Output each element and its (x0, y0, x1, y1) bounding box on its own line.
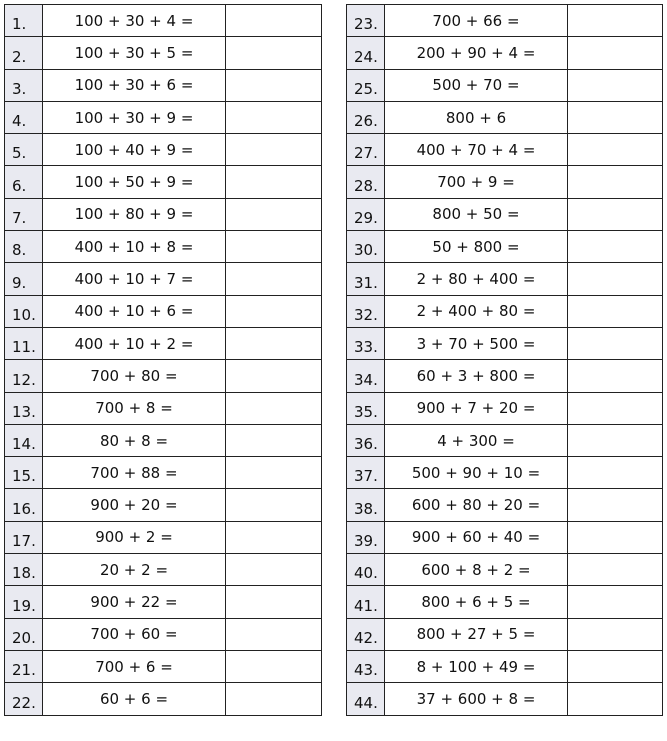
answer-cell[interactable] (568, 263, 663, 295)
problem-number: 18. (5, 554, 43, 586)
problem-row (347, 554, 663, 586)
problem-number: 32. (347, 295, 385, 327)
problem-row (347, 424, 663, 456)
problem-expression: 2 + 80 + 400 = (385, 263, 568, 295)
problem-row (347, 521, 663, 553)
problem-expression: 600 + 8 + 2 = (385, 554, 568, 586)
problem-number: 23. (347, 5, 385, 37)
answer-cell[interactable] (568, 327, 663, 359)
problem-number: 29. (347, 198, 385, 230)
answer-cell[interactable] (568, 424, 663, 456)
problem-number: 17. (5, 521, 43, 553)
answer-cell[interactable] (568, 489, 663, 521)
answer-cell[interactable] (568, 554, 663, 586)
problem-expression: 500 + 70 = (385, 69, 568, 101)
problem-number: 19. (5, 586, 43, 618)
problem-row (347, 295, 663, 327)
problem-expression: 800 + 6 + 5 = (385, 586, 568, 618)
problem-expression: 20 + 2 = (43, 554, 226, 586)
problem-row (347, 5, 663, 37)
problem-expression: 900 + 22 = (43, 586, 226, 618)
problem-number: 35. (347, 392, 385, 424)
answer-cell[interactable] (226, 37, 322, 69)
problem-expression: 60 + 3 + 800 = (385, 360, 568, 392)
problem-expression: 80 + 8 = (43, 424, 226, 456)
problem-row (347, 360, 663, 392)
answer-cell[interactable] (226, 295, 322, 327)
problem-expression: 800 + 27 + 5 = (385, 618, 568, 650)
worksheet-table-right (346, 4, 663, 716)
answer-cell[interactable] (568, 295, 663, 327)
problem-expression: 200 + 90 + 4 = (385, 37, 568, 69)
problem-number: 33. (347, 327, 385, 359)
answer-cell[interactable] (568, 166, 663, 198)
problem-row (5, 327, 322, 359)
problem-number: 20. (5, 618, 43, 650)
problem-row (347, 69, 663, 101)
problem-row (347, 683, 663, 715)
answer-cell[interactable] (226, 231, 322, 263)
answer-cell[interactable] (226, 360, 322, 392)
answer-cell[interactable] (568, 5, 663, 37)
answer-cell[interactable] (226, 69, 322, 101)
problem-number: 31. (347, 263, 385, 295)
problem-expression: 900 + 7 + 20 = (385, 392, 568, 424)
problem-number: 22. (5, 683, 43, 715)
problem-expression: 800 + 50 = (385, 198, 568, 230)
problem-expression: 60 + 6 = (43, 683, 226, 715)
answer-cell[interactable] (226, 198, 322, 230)
problem-number: 34. (347, 360, 385, 392)
problem-row (5, 5, 322, 37)
problem-expression: 700 + 6 = (43, 650, 226, 682)
problem-expression: 37 + 600 + 8 = (385, 683, 568, 715)
problem-row (5, 166, 322, 198)
problem-number: 36. (347, 424, 385, 456)
answer-cell[interactable] (568, 231, 663, 263)
problem-row (347, 134, 663, 166)
problem-number: 14. (5, 424, 43, 456)
answer-cell[interactable] (226, 521, 322, 553)
problem-number: 26. (347, 101, 385, 133)
answer-cell[interactable] (568, 198, 663, 230)
problem-expression: 700 + 60 = (43, 618, 226, 650)
answer-cell[interactable] (226, 263, 322, 295)
problem-expression: 50 + 800 = (385, 231, 568, 263)
problem-expression: 700 + 9 = (385, 166, 568, 198)
problem-number: 5. (5, 134, 43, 166)
problem-expression: 700 + 88 = (43, 457, 226, 489)
problem-number: 10. (5, 295, 43, 327)
problem-number: 9. (5, 263, 43, 295)
problem-expression: 900 + 2 = (43, 521, 226, 553)
problem-row (5, 554, 322, 586)
problem-expression: 700 + 8 = (43, 392, 226, 424)
problem-row (347, 101, 663, 133)
problem-expression: 4 + 300 = (385, 424, 568, 456)
problem-row (5, 69, 322, 101)
problem-row (347, 166, 663, 198)
problem-expression: 100 + 30 + 9 = (43, 101, 226, 133)
answer-cell[interactable] (568, 457, 663, 489)
problem-number: 44. (347, 683, 385, 715)
problem-row (5, 489, 322, 521)
problem-expression: 3 + 70 + 500 = (385, 327, 568, 359)
worksheet-rows-right (347, 5, 663, 716)
problem-expression: 900 + 60 + 40 = (385, 521, 568, 553)
problem-row (347, 650, 663, 682)
problem-number: 38. (347, 489, 385, 521)
problem-number: 39. (347, 521, 385, 553)
problem-number: 43. (347, 650, 385, 682)
answer-cell[interactable] (568, 392, 663, 424)
problem-expression: 700 + 80 = (43, 360, 226, 392)
problem-expression: 100 + 50 + 9 = (43, 166, 226, 198)
problem-number: 3. (5, 69, 43, 101)
answer-cell[interactable] (226, 166, 322, 198)
problem-expression: 2 + 400 + 80 = (385, 295, 568, 327)
problem-number: 13. (5, 392, 43, 424)
answer-cell[interactable] (226, 650, 322, 682)
worksheet-table-left (4, 4, 322, 716)
answer-cell[interactable] (226, 683, 322, 715)
problem-row (347, 37, 663, 69)
problem-number: 25. (347, 69, 385, 101)
problem-row (5, 295, 322, 327)
answer-cell[interactable] (568, 360, 663, 392)
problem-row (347, 327, 663, 359)
problem-number: 30. (347, 231, 385, 263)
problem-expression: 400 + 10 + 6 = (43, 295, 226, 327)
problem-row (347, 586, 663, 618)
problem-row (347, 198, 663, 230)
answer-cell[interactable] (568, 521, 663, 553)
problem-number: 8. (5, 231, 43, 263)
problem-number: 4. (5, 101, 43, 133)
problem-row (5, 392, 322, 424)
problem-number: 12. (5, 360, 43, 392)
problem-number: 2. (5, 37, 43, 69)
answer-cell[interactable] (226, 101, 322, 133)
problem-row (347, 231, 663, 263)
problem-row (5, 360, 322, 392)
answer-cell[interactable] (226, 5, 322, 37)
problem-row (5, 231, 322, 263)
answer-cell[interactable] (568, 650, 663, 682)
problem-row (5, 37, 322, 69)
answer-cell[interactable] (568, 586, 663, 618)
problem-expression: 8 + 100 + 49 = (385, 650, 568, 682)
problem-row (5, 618, 322, 650)
problem-number: 24. (347, 37, 385, 69)
problem-number: 37. (347, 457, 385, 489)
answer-cell[interactable] (568, 134, 663, 166)
problem-row (347, 489, 663, 521)
problem-number: 21. (5, 650, 43, 682)
answer-cell[interactable] (568, 37, 663, 69)
answer-cell[interactable] (568, 683, 663, 715)
problem-row (5, 521, 322, 553)
problem-number: 42. (347, 618, 385, 650)
problem-expression: 100 + 40 + 9 = (43, 134, 226, 166)
problem-expression: 500 + 90 + 10 = (385, 457, 568, 489)
problem-number: 7. (5, 198, 43, 230)
answer-cell[interactable] (568, 69, 663, 101)
problem-number: 41. (347, 586, 385, 618)
answer-cell[interactable] (568, 618, 663, 650)
problem-row (5, 198, 322, 230)
problem-row (5, 586, 322, 618)
problem-row (5, 650, 322, 682)
problem-expression: 100 + 30 + 4 = (43, 5, 226, 37)
problem-number: 27. (347, 134, 385, 166)
problem-number: 16. (5, 489, 43, 521)
problem-row (347, 618, 663, 650)
problem-expression: 900 + 20 = (43, 489, 226, 521)
problem-number: 11. (5, 327, 43, 359)
answer-cell[interactable] (226, 327, 322, 359)
problem-number: 6. (5, 166, 43, 198)
problem-row (5, 101, 322, 133)
answer-cell[interactable] (226, 489, 322, 521)
problem-expression: 400 + 70 + 4 = (385, 134, 568, 166)
worksheet-rows-left (5, 5, 322, 716)
problem-row (347, 392, 663, 424)
answer-cell[interactable] (226, 586, 322, 618)
answer-cell[interactable] (226, 424, 322, 456)
answer-cell[interactable] (568, 101, 663, 133)
problem-number: 28. (347, 166, 385, 198)
problem-row (5, 424, 322, 456)
answer-cell[interactable] (226, 392, 322, 424)
problem-expression: 400 + 10 + 8 = (43, 231, 226, 263)
problem-row (5, 134, 322, 166)
problem-expression: 700 + 66 = (385, 5, 568, 37)
problem-row (5, 457, 322, 489)
problem-number: 40. (347, 554, 385, 586)
answer-cell[interactable] (226, 554, 322, 586)
problem-number: 15. (5, 457, 43, 489)
problem-expression: 100 + 30 + 5 = (43, 37, 226, 69)
problem-expression: 100 + 80 + 9 = (43, 198, 226, 230)
problem-number: 1. (5, 5, 43, 37)
problem-row (5, 263, 322, 295)
problem-expression: 800 + 6 (385, 101, 568, 133)
problem-expression: 400 + 10 + 7 = (43, 263, 226, 295)
problem-expression: 400 + 10 + 2 = (43, 327, 226, 359)
problem-expression: 100 + 30 + 6 = (43, 69, 226, 101)
problem-expression: 600 + 80 + 20 = (385, 489, 568, 521)
answer-cell[interactable] (226, 134, 322, 166)
problem-row (5, 683, 322, 715)
problem-row (347, 263, 663, 295)
answer-cell[interactable] (226, 457, 322, 489)
answer-cell[interactable] (226, 618, 322, 650)
problem-row (347, 457, 663, 489)
